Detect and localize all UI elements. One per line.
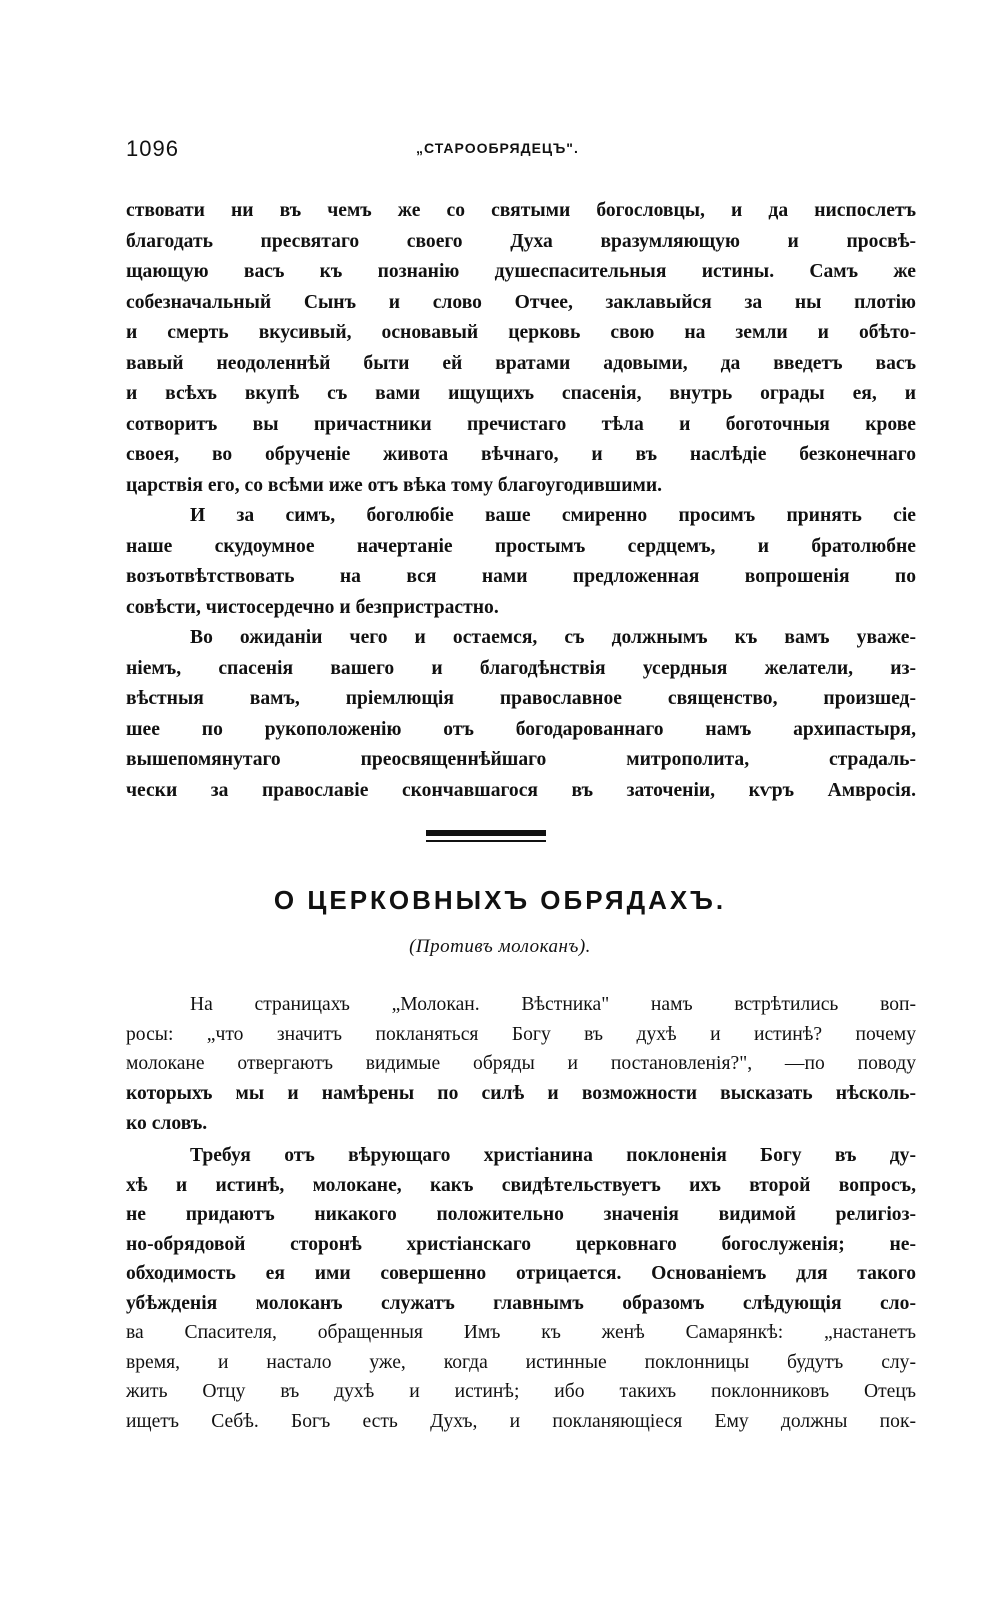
text-line: и смерть вкусивый, основавый церковь свою на земли и обѣто- <box>126 322 916 343</box>
text-line: молокане отвергаютъ видимые обряды и постановленія?", —по поводу <box>126 1053 916 1074</box>
text-line: Во ожиданіи чего и остаемся, съ должнымъ къ вамъ уваже- <box>190 627 916 648</box>
article-paragraph-1-bold <box>126 1079 916 1138</box>
text-line: собезначальный Сынъ и слово Отчее, заклавыйся за ны плотію <box>126 291 916 313</box>
article-paragraph-2-bold <box>126 1141 916 1318</box>
text-line: благодать пресвятаго своего Духа вразумляющую и просвѣ- <box>126 230 916 252</box>
text-line: но-обрядовой сторонѣ христіанскаго церковнаго богослуженія; не- <box>126 1233 916 1255</box>
text-line: вѣстныя вамъ, пріемлющія православное священство, произшед- <box>126 688 916 709</box>
text-line: На страницахъ „Молокан. Вѣстника" намъ встрѣтились воп- <box>190 994 916 1015</box>
text-line: ва Спасителя, обращенныя Имъ къ женѣ Самарянкѣ: „настанетъ <box>126 1322 916 1343</box>
text-line: ко словъ. <box>126 1112 208 1134</box>
text-line: обходимость ея ими совершенно отрицается. Основаніемъ для такого <box>126 1263 916 1284</box>
article-paragraph-1-regular <box>126 990 916 1079</box>
text-line: сотворитъ вы причастники пречистаго тѣла и боготочныя крове <box>126 413 916 435</box>
text-line: вышепомянутаго преосвященнѣйшаго митрополита, страдаль- <box>126 749 916 770</box>
text-line: щающую васъ къ познанію душеспасительныя истины. Самъ же <box>126 261 916 282</box>
text-line: жить Отцу въ духѣ и истинѣ; ибо такихъ поклонниковъ Отецъ <box>126 1381 916 1402</box>
article-paragraph-2-regular <box>126 1318 916 1436</box>
text-line: хѣ и истинѣ, молокане, какъ свидѣтельствуетъ ихъ второй вопросъ, <box>126 1174 916 1196</box>
text-line: убѣжденія молоканъ служатъ главнымъ образомъ слѣдующія сло- <box>126 1292 916 1314</box>
letter-paragraph-3 <box>126 623 916 806</box>
text-line: И за симъ, боголюбіе ваше смиренно просимъ принять сіе <box>190 505 916 526</box>
text-line: царствія его, со всѣми иже отъ вѣка тому благоугодившими. <box>126 474 663 496</box>
text-line: время, и настало уже, когда истинные поклонницы будутъ слу- <box>126 1351 916 1373</box>
text-line: не придаютъ никакого положительно значенія видимой религіоз- <box>126 1204 916 1225</box>
page-number: 1096 <box>126 136 179 161</box>
text-line: ищетъ Себѣ. Богъ есть Духъ, и покланяющіеся Ему должны пок- <box>126 1410 916 1432</box>
running-title: „СТАРООБРЯДЕЦЪ". <box>416 140 579 156</box>
letter-paragraph-1 <box>126 196 916 501</box>
text-line: ніемъ, спасенія вашего и благодѣнствія усердныя желатели, из- <box>126 657 916 679</box>
section-title: О ЦЕРКОВНЫХЪ ОБРЯДАХЪ. <box>273 885 727 915</box>
section-subtitle: (Противъ молоканъ). <box>409 936 591 957</box>
letter-paragraph-2 <box>126 501 916 623</box>
text-line: чески за православіе скончавшагося въ заточеніи, кѵръ Амвросія. <box>126 779 916 801</box>
text-line: и всѣхъ вкупѣ съ вами ищущихъ спасенія, внутрь ограды ея, и <box>126 383 916 404</box>
text-line: росы: „что значитъ покланяться Богу въ духѣ и истинѣ? почему <box>126 1023 916 1045</box>
section-divider <box>426 830 546 836</box>
text-line: вавый неодоленнѣй быти ей вратами адовыми, да введетъ васъ <box>126 352 916 374</box>
text-line: возъотвѣтствовать на вся нами предложенная вопрошенія по <box>126 566 916 587</box>
text-line: ствовати ни въ чемъ же со святыми богословцы, и да ниспослетъ <box>126 200 916 221</box>
text-line: совѣсти, чистосердечно и безпристрастно. <box>126 596 499 618</box>
text-line: наше скудоумное начертаніе простымъ сердцемъ, и братолюбне <box>126 535 916 557</box>
text-line: своея, во обрученіе живота вѣчнаго, и въ наслѣдіе безконечнаго <box>126 444 916 465</box>
text-line: Требуя отъ вѣрующаго христіанина поклоненія Богу въ ду- <box>190 1145 916 1166</box>
letter-text <box>126 196 916 806</box>
text-line: шее по рукоположенію отъ богодарованнаго намъ архипастыря, <box>126 718 916 740</box>
page-header <box>126 136 916 162</box>
text-line: которыхъ мы и намѣрены по силѣ и возможности высказать нѣсколь- <box>126 1083 916 1104</box>
